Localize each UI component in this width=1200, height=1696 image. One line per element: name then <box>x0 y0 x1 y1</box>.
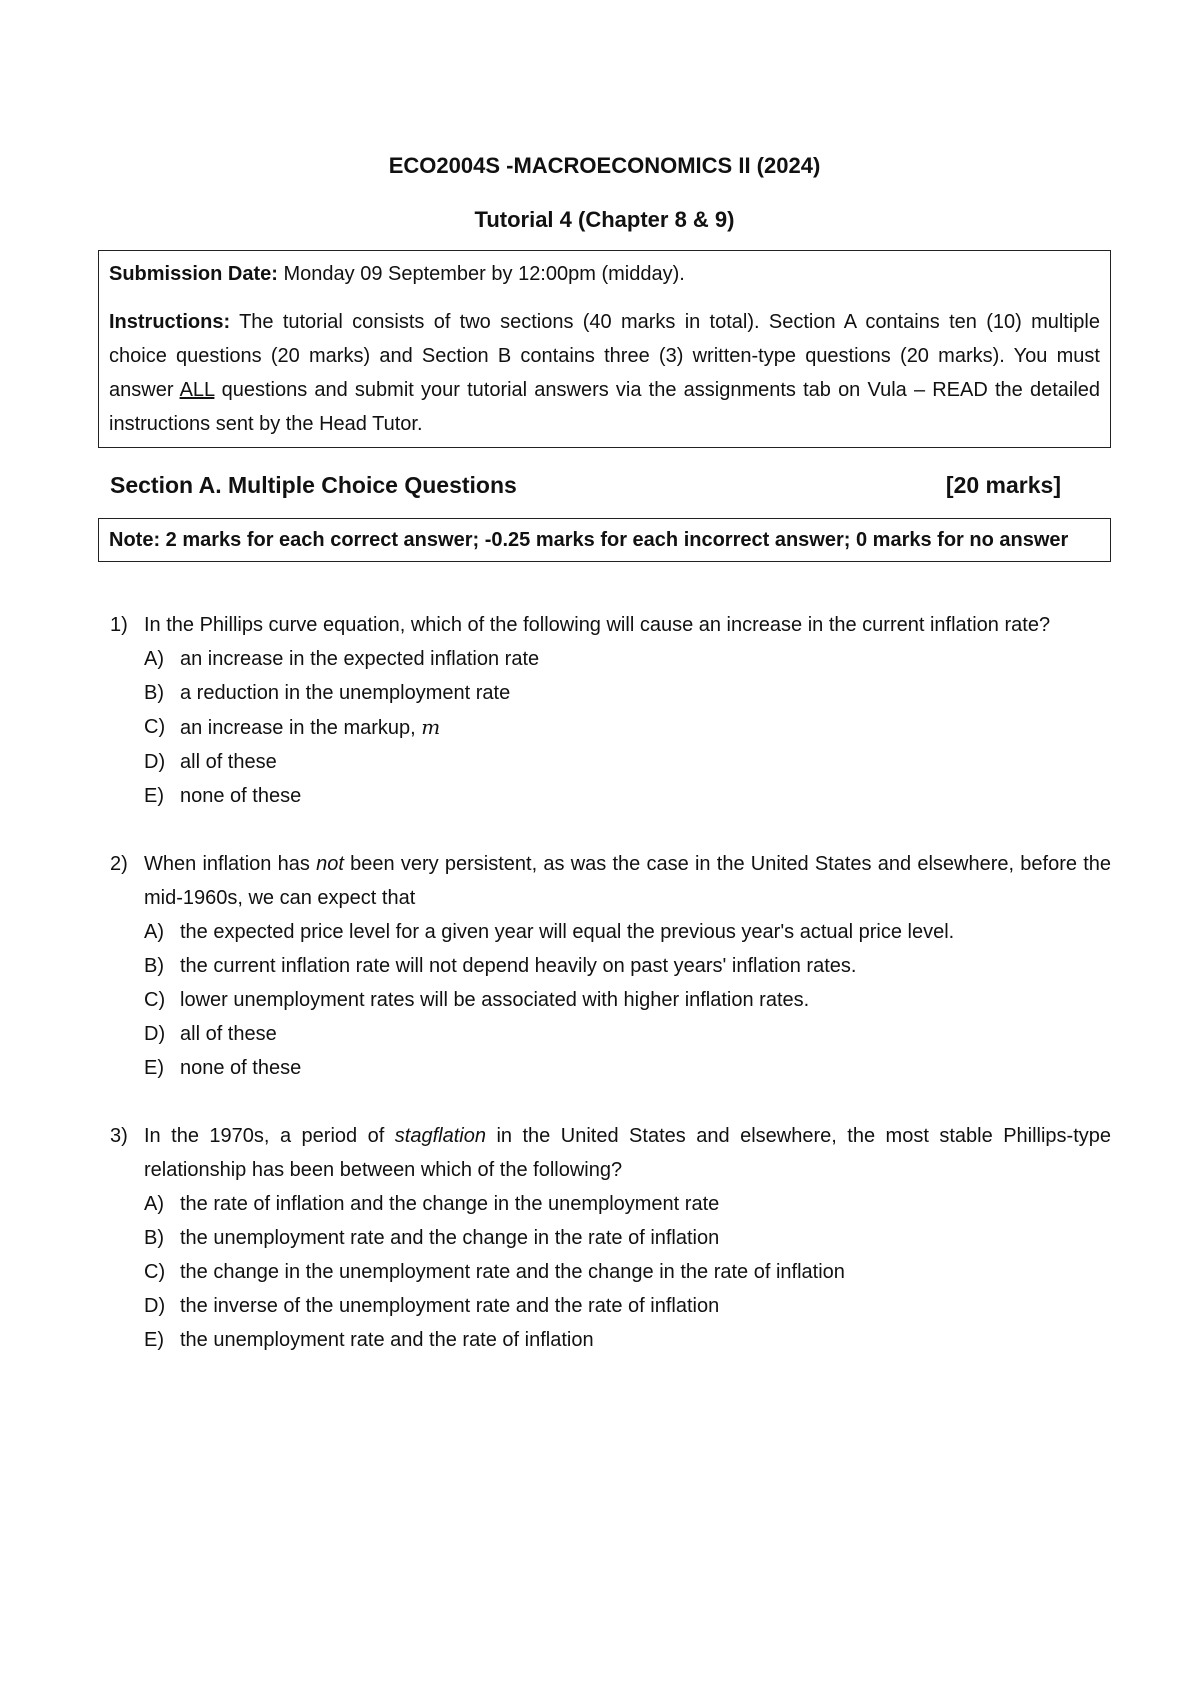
option-e <box>144 1051 1111 1085</box>
option-d <box>144 1289 1111 1323</box>
option-text: an increase in the markup, <box>180 717 416 739</box>
option-letter: D) <box>144 1023 166 1045</box>
option-d <box>144 745 1111 779</box>
option-c <box>144 1255 1111 1289</box>
instructions-text-part1: The tutorial consists of two sections (40 marks in total). Section A contains ten (10) multiple choice questions (20 marks) and Section B contains three (3) written-type questions (20 marks). You must answer <box>109 311 1100 401</box>
instructions-text-part2: questions and submit your tutorial answers via the assignments tab on Vula – READ the detailed instructions sent by the Head Tutor. <box>109 379 1101 435</box>
option-letter: E) <box>144 785 164 807</box>
question-3 <box>110 1119 1111 1357</box>
option-a <box>144 642 1111 676</box>
option-text: lower unemployment rates will be associated with higher inflation rates. <box>180 989 810 1011</box>
instructions-paragraph <box>109 305 1100 441</box>
option-letter: C) <box>144 716 166 738</box>
option-a <box>144 915 1111 949</box>
submission-date-line <box>109 257 1100 291</box>
option-text: the unemployment rate and the change in the rate of inflation <box>180 1227 720 1249</box>
section-a-title: Section A. Multiple Choice Questions <box>110 472 517 498</box>
option-b <box>144 1221 1111 1255</box>
option-list <box>144 642 1111 813</box>
option-letter: E) <box>144 1057 164 1079</box>
option-b <box>144 676 1111 710</box>
option-text: all of these <box>180 1023 277 1045</box>
question-text: In the Phillips curve equation, which of the following will cause an increase in the current inflation rate? <box>144 614 1051 636</box>
option-text: the expected price level for a given year will equal the previous year's actual price level. <box>180 921 955 943</box>
document-page <box>98 140 1111 1357</box>
option-text: all of these <box>180 751 277 773</box>
option-text: the current inflation rate will not depend heavily on past years' inflation rates. <box>180 955 857 977</box>
question-text-emphasis: stagflation <box>394 1125 486 1147</box>
option-e <box>144 1323 1111 1357</box>
option-text: none of these <box>180 1057 302 1079</box>
option-text: a reduction in the unemployment rate <box>180 682 511 704</box>
option-letter: A) <box>144 921 164 943</box>
option-text: the unemployment rate and the rate of inflation <box>180 1329 594 1351</box>
question-2 <box>110 847 1111 1085</box>
question-number: 1) <box>110 614 128 636</box>
option-letter: B) <box>144 955 164 977</box>
submission-date-text: Monday 09 September by 12:00pm (midday). <box>283 263 685 285</box>
option-text: the rate of inflation and the change in the unemployment rate <box>180 1193 720 1215</box>
option-d <box>144 1017 1111 1051</box>
option-b <box>144 949 1111 983</box>
option-a <box>144 1187 1111 1221</box>
option-text: the change in the unemployment rate and the change in the rate of inflation <box>180 1261 845 1283</box>
tutorial-title: Tutorial 4 (Chapter 8 & 9) <box>474 207 735 232</box>
markup-variable-m: m <box>421 715 441 739</box>
question-1 <box>110 608 1111 813</box>
question-number: 2) <box>110 853 128 875</box>
question-text <box>144 1119 1111 1187</box>
course-title: ECO2004S -MACROECONOMICS II (2024) <box>388 153 821 178</box>
instructions-label: Instructions: <box>109 311 231 333</box>
option-letter: A) <box>144 648 164 670</box>
section-a-marks: [20 marks] <box>945 472 1061 498</box>
question-text-before: When inflation has <box>144 853 310 875</box>
option-e <box>144 779 1111 813</box>
question-list <box>98 608 1111 1357</box>
option-letter: D) <box>144 751 166 773</box>
option-letter: C) <box>144 1261 166 1283</box>
question-text <box>144 847 1111 915</box>
section-a-heading <box>98 470 1111 500</box>
option-c <box>144 710 1111 745</box>
option-letter: A) <box>144 1193 164 1215</box>
marking-note: Note: 2 marks for each correct answer; -0.25 marks for each incorrect answer; 0 marks for no answer <box>109 529 1069 551</box>
question-text-after: in the United States and elsewhere, the most stable Phillips-type relationship has been between which of the following? <box>144 1125 1112 1181</box>
question-text-after: been very persistent, as was the case in the United States and elsewhere, before the mid-1960s, we can expect that <box>144 853 1112 909</box>
option-list <box>144 915 1111 1085</box>
option-text: none of these <box>180 785 302 807</box>
option-text: an increase in the expected inflation rate <box>180 648 540 670</box>
submission-date-label: Submission Date: <box>109 263 278 285</box>
option-letter: C) <box>144 989 166 1011</box>
option-letter: D) <box>144 1295 166 1317</box>
question-text-emphasis: not <box>316 853 344 875</box>
option-letter: B) <box>144 682 164 704</box>
option-letter: B) <box>144 1227 164 1249</box>
question-number: 3) <box>110 1125 128 1147</box>
option-list <box>144 1187 1111 1357</box>
question-text-before: In the 1970s, a period of <box>144 1125 385 1147</box>
marking-note-box <box>98 518 1111 562</box>
option-c <box>144 983 1111 1017</box>
instructions-box <box>98 250 1111 448</box>
option-letter: E) <box>144 1329 164 1351</box>
option-text: the inverse of the unemployment rate and the rate of inflation <box>180 1295 720 1317</box>
instructions-all-emphasis: ALL <box>179 379 215 401</box>
